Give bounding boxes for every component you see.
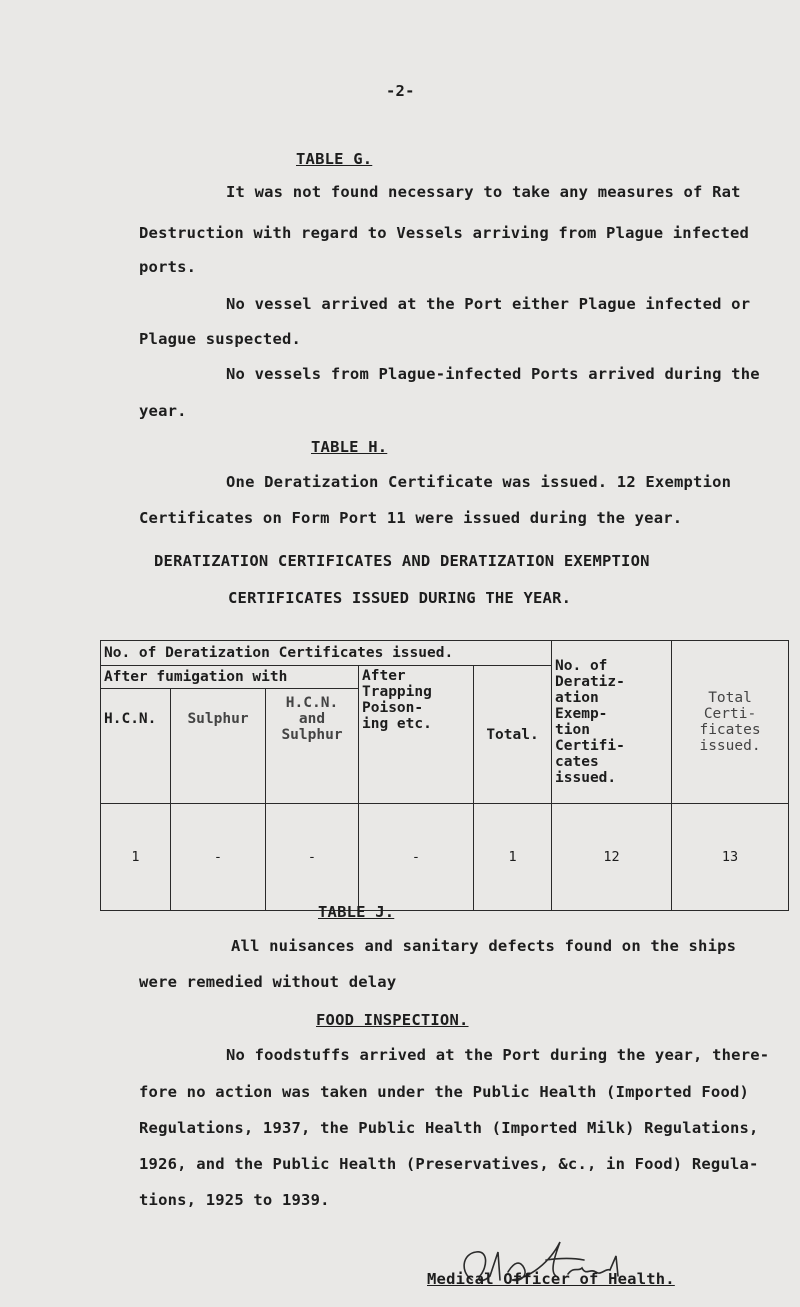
trapping-header: After Trapping Poison- ing etc.	[359, 666, 474, 804]
table-j-text: All nuisances and sanitary defects found on the ships	[231, 937, 737, 955]
table-g-heading: TABLE G.	[296, 150, 373, 168]
food-inspection-heading: FOOD INSPECTION.	[316, 1011, 469, 1029]
table-cell: -	[359, 804, 474, 911]
table-g-text: year.	[139, 402, 187, 420]
food-inspection-text: No foodstuffs arrived at the Port during the year, there-	[226, 1046, 770, 1064]
food-inspection-text: tions, 1925 to 1939.	[139, 1191, 330, 1209]
hcn-and-sulphur-header: H.C.N. and Sulphur	[266, 689, 359, 804]
food-inspection-text: 1926, and the Public Health (Preservatives, &c., in Food) Regula-	[139, 1155, 759, 1173]
sulphur-header: Sulphur	[171, 689, 266, 804]
total-header: Total.	[474, 666, 552, 804]
table-j-text: were remedied without delay	[139, 973, 397, 991]
table-g-text: Plague suspected.	[139, 330, 302, 348]
table-cell: 12	[552, 804, 672, 911]
table-cell: 1	[101, 804, 171, 911]
fumigation-header: After fumigation with	[101, 666, 359, 689]
table-g-text: ports.	[139, 258, 197, 276]
table-g-text: No vessels from Plague-infected Ports arrived during the	[226, 365, 760, 383]
table-j-heading: TABLE J.	[318, 903, 395, 921]
deratization-group-header: No. of Deratization Certificates issued.	[101, 641, 552, 666]
table-cell: -	[171, 804, 266, 911]
table-caption: CERTIFICATES ISSUED DURING THE YEAR.	[228, 589, 572, 607]
total-certificates-header: Total Certi- ficates issued.	[672, 641, 789, 804]
table-h-text: One Deratization Certificate was issued. 12 Exemption	[226, 473, 732, 491]
food-inspection-text: Regulations, 1937, the Public Health (Imported Milk) Regulations,	[139, 1119, 759, 1137]
table-g-text: It was not found necessary to take any measures of Rat	[226, 183, 741, 201]
table-cell: -	[266, 804, 359, 911]
table-g-text: No vessel arrived at the Port either Plague infected or	[226, 295, 751, 313]
signature-title: Medical Officer of Health.	[427, 1270, 675, 1288]
certificates-table	[100, 640, 789, 911]
table-cell: 13	[672, 804, 789, 911]
table-g-text: Destruction with regard to Vessels arriving from Plague infected	[139, 224, 750, 242]
exemption-header: No. of Deratiz- ation Exemp- tion Certifi- cates issued.	[552, 641, 672, 804]
hcn-header: H.C.N.	[101, 689, 171, 804]
page-number: -2-	[386, 82, 415, 100]
table-caption: DERATIZATION CERTIFICATES AND DERATIZATION EXEMPTION	[154, 552, 650, 570]
table-cell: 1	[474, 804, 552, 911]
food-inspection-text: fore no action was taken under the Public Health (Imported Food)	[139, 1083, 750, 1101]
table-h-text: Certificates on Form Port 11 were issued during the year.	[139, 509, 683, 527]
table-h-heading: TABLE H.	[311, 438, 388, 456]
